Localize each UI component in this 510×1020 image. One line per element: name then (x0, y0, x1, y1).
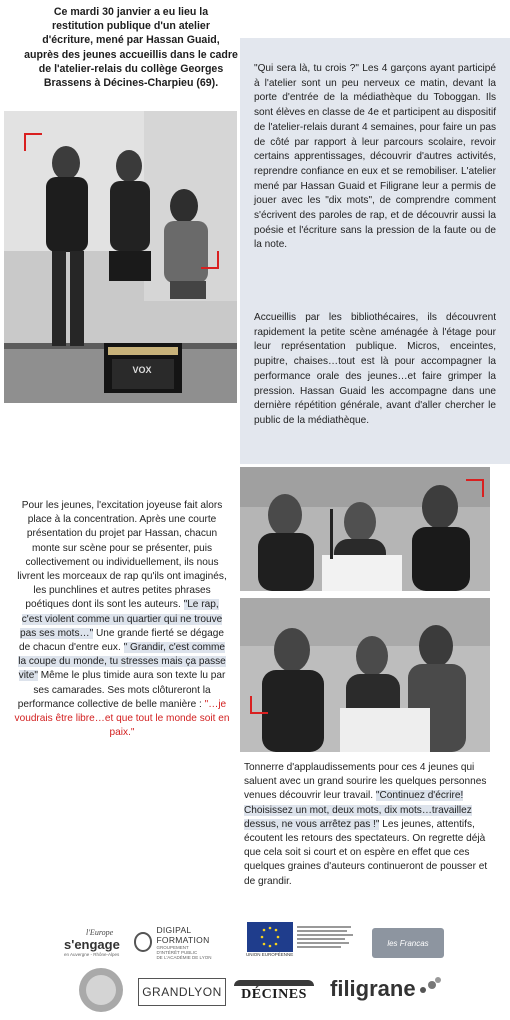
photo-rehearsal (4, 111, 237, 403)
logo-grandlyon (138, 978, 226, 1006)
quote-rap: "Le rap, c'est violent comme un quartier qui ne trouve pas ses mots…" (20, 599, 223, 639)
intro-line: auprès des jeunes accueillis dans le cadre (24, 48, 238, 61)
eu-fine-print (297, 924, 353, 950)
applause-text: Tonnerre d'applaudissements pour ces 4 jeunes qui saluent avec un grand sourire les quelques personnes venues découvrir leur travail. (244, 762, 487, 802)
paragraph-accueil: Accueillis par les bibliothécaires, ils découvrent rapidement la petite scène aménagée à l'étage pour leur représentation publique. Micros, enceintes, pupitre, chaises…tout est là pour accompagner la performance orale des jeunes…et faire grimper la pression. Hassan Guaid les accompagne dans une dernière répétition générale, avant d'aller chercher le public de la médiathèque. (254, 312, 496, 426)
logo-text: GROUPEMENT (156, 944, 189, 950)
photo-corner-mark (24, 133, 42, 151)
academy-seal-icon (134, 932, 152, 952)
photo-performance-2 (240, 598, 490, 752)
quote-continuez: "Continuez d'écrire! Choisissez un mot, deux mots, dix mots…travaillez dessus, ne vous arrêtez pas !" (244, 790, 472, 830)
logo-text: l'Europe (86, 927, 114, 937)
photo-corner-mark (201, 251, 219, 269)
logo-text: DIGIPAL FORMATION (156, 924, 210, 945)
logo-text: DÉCINES (241, 986, 307, 1002)
logo-text: GRANDLYON (142, 985, 222, 999)
logo-text: filigrane (330, 976, 416, 1001)
intro-line: Ce mardi 30 janvier a eu lieu la (53, 6, 209, 18)
amp-brand-label: VOX (132, 365, 152, 375)
logo-union-europeenne (246, 922, 362, 964)
logo-francas (372, 928, 444, 958)
intro-line: Brassens à Décines-Charpieu (69). (43, 77, 219, 90)
performance-text: Une grande fierté se dégage de chacun d'entre eux. (18, 627, 224, 654)
photo-performance-1 (240, 467, 490, 591)
photo-corner-mark (250, 696, 268, 714)
photo-performance-1-image (240, 467, 490, 591)
performance-text: Pour les jeunes, l'excitation joyeuse fait alors place à la concentration. Après une courte présentation du projet par Hassan, chacun monte sur scène pour se présenter, puis collectivement ou individuellement, ils nous livrent les morceaux de rap qu'ils ont imaginés, les punchlines et autres petites phrases poétiques dont ils sont les auteurs. (17, 500, 227, 611)
logo-text: D'INTÉRÊT PUBLIC (156, 949, 198, 955)
photo-corner-mark (466, 479, 484, 497)
applause-text: Les jeunes, attentifs, écoutent les retours des spectateurs. On regrette déjà que cela soit si court et on espère en effet que ces quelques graines d'auteurs continueront de pousser et de grandir. (244, 818, 488, 887)
logo-text: en Auvergne - Rhône-Alpes (64, 951, 120, 957)
intro-line: restitution publique d'un atelier (52, 20, 210, 33)
logo-europe-sengage (64, 921, 126, 963)
logo-text: DE L'ACADÉMIE DE LYON (156, 954, 212, 960)
logo-text: les Francas (387, 938, 429, 948)
performance-text: Même le plus timide aura son texte lu par ses camarades. Ses mots clôtureront la performance collective de belle manière : (17, 670, 226, 710)
quote-grandir: " Grandir, c'est comme la coupe du monde, tu stresses mais ça passe vite" (18, 642, 226, 682)
eu-flag-icon (247, 922, 293, 952)
logo-text: s'engage (64, 936, 120, 952)
logo-text: UNION EUROPÉENNE (246, 952, 294, 957)
logo-decines (228, 974, 320, 1008)
logo-circle (79, 968, 123, 1012)
final-quote: "…je voudrais être libre…et que tout le monde soit en paix." (14, 698, 230, 739)
paragraph-performance (14, 499, 230, 740)
logo-filigrane (330, 970, 430, 1008)
filigrane-dots-icon (418, 977, 430, 1001)
intro-line: d'écriture, mené par Hassan Guaid, (42, 34, 220, 47)
paragraph-atelier: "Qui sera là, tu crois ?" Les 4 garçons ayant participé à l'atelier sont un peu nerveux ce matin, devant la porte d'entrée de la médiathèque du Toboggan. Ils sont élèves en classe de 4e et participent au dispositif de l'atelier-relais durant 4 semaines, pour faire un pas de côté par rapport à leur parcours scolaire, revoir certains apprentissages, découvrir d'autres activités, reprendre confiance en eux et se remobiliser. L'atelier mené par Hassan Guaid et Filigrane leur a permis de jouer avec les "dix mots", de comprendre comment s'écrivent des paroles de rap, et de découvrir aussi la poésie et l'écriture sans la pression de la faute ou de la note. (254, 63, 496, 251)
intro-line: de l'atelier-relais du collège Georges (38, 62, 224, 75)
intro-heading (22, 5, 240, 90)
paragraph-applause (244, 761, 492, 889)
logo-digipal (134, 920, 238, 964)
photo-performance-2-image (240, 598, 490, 752)
